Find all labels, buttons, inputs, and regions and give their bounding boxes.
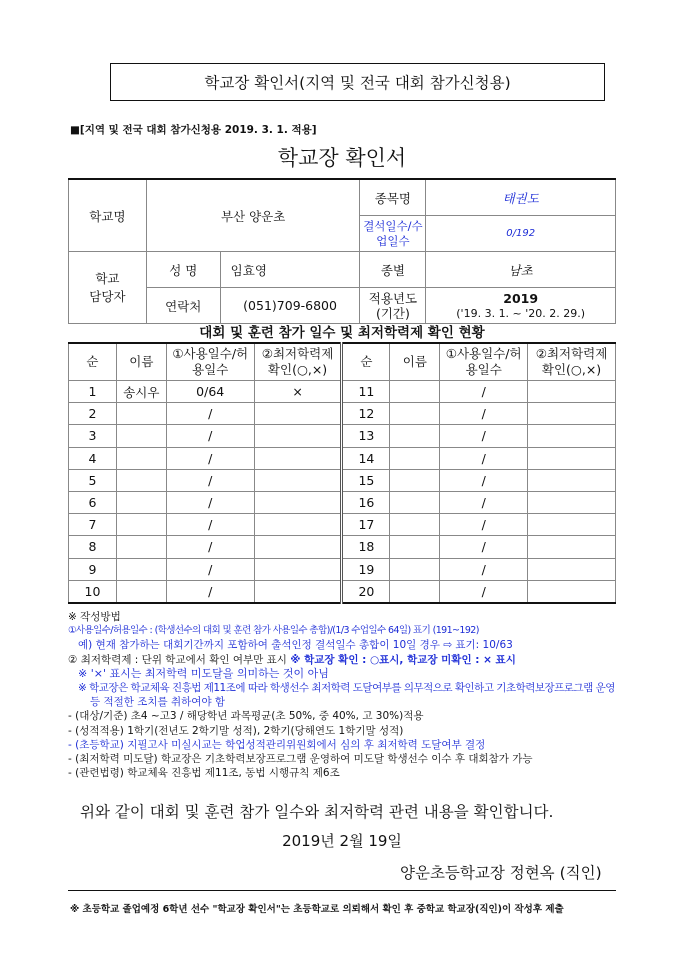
header-check-right: ②최저학력제 확인(○,×) bbox=[528, 343, 616, 381]
header-days-right: ①사용일수/허용일수 bbox=[440, 343, 528, 381]
principal-signature: 양운초등학교장 정현옥 (직인) bbox=[400, 864, 602, 882]
notes-line-3a: ② 최저학력제 : 단위 학교에서 확인 여부만 표시 bbox=[68, 653, 291, 666]
row-name bbox=[116, 403, 166, 425]
row-name bbox=[116, 469, 166, 491]
notes-line-5: ※ 학교장은 학교체육 진흥법 제11조에 따라 학생선수 최저학력 도달여부를 의무적으로 확인하고 기초학력보장프로그램 운영 bbox=[78, 682, 615, 695]
row-no: 6 bbox=[69, 491, 117, 513]
notes-line-2: 예) 현재 참가하는 대회기간까지 포함하여 출석인정 결석일수 총합이 10일 경우 ⇨ 표기: 10/63 bbox=[78, 639, 513, 652]
row-no: 8 bbox=[69, 536, 117, 558]
row-days: / bbox=[166, 403, 254, 425]
row-days: / bbox=[166, 491, 254, 513]
notes-line-11: - (관련법령) 학교체육 진흥법 제11조, 동법 시행규칙 제6조 bbox=[68, 767, 340, 780]
year-period: ('19. 3. 1. ~ '20. 2. 29.) bbox=[456, 306, 586, 320]
instructions bbox=[68, 610, 628, 780]
row-days-right: / bbox=[440, 403, 528, 425]
row-days: / bbox=[166, 558, 254, 580]
table-row bbox=[69, 447, 616, 469]
header-days: ①사용일수/허용일수 bbox=[166, 343, 254, 381]
contact-value: (051)709-6800 bbox=[220, 288, 360, 324]
row-name bbox=[116, 580, 166, 603]
row-no: 4 bbox=[69, 447, 117, 469]
row-check bbox=[254, 580, 342, 603]
row-check bbox=[254, 558, 342, 580]
notes-line-7: - (대상/기준) 초4 ~고3 / 해당학년 과목평균(초 50%, 중 40%, 고 30%)적용 bbox=[68, 710, 424, 723]
row-name-right bbox=[390, 514, 440, 536]
row-no-right: 14 bbox=[342, 447, 390, 469]
row-check-right bbox=[528, 536, 616, 558]
table-header-row bbox=[69, 343, 616, 381]
header-name: 이름 bbox=[116, 343, 166, 381]
participation-table bbox=[68, 342, 616, 604]
category-value: 남초 bbox=[426, 252, 616, 288]
row-name bbox=[116, 425, 166, 447]
applicable-note: ■[지역 및 전국 대회 참가신청용 2019. 3. 1. 적용] bbox=[70, 124, 317, 136]
notes-line-4: ※ '×' 표시는 최저학력 미도달을 의미하는 것이 아님 bbox=[78, 666, 329, 680]
notes-line-9: - (초등학교) 지필고사 미실시교는 학업성적관리위원회에서 심의 후 최저학력 도달여부 결정 bbox=[68, 738, 486, 751]
row-name-right bbox=[390, 580, 440, 603]
row-name-right bbox=[390, 558, 440, 580]
footnote: ※ 초등학교 졸업예정 6학년 선수 "학교장 확인서"는 초등학교로 의뢰해서 확인 후 중학교 학교장(직인)이 작성후 제출 bbox=[70, 904, 564, 915]
row-no: 7 bbox=[69, 514, 117, 536]
row-check bbox=[254, 514, 342, 536]
row-days: / bbox=[166, 580, 254, 603]
confirm-statement: 위와 같이 대회 및 훈련 참가 일수와 최저학력 관련 내용을 확인합니다. bbox=[80, 803, 554, 821]
row-no-right: 18 bbox=[342, 536, 390, 558]
row-name bbox=[116, 491, 166, 513]
row-check bbox=[254, 403, 342, 425]
header-no-right: 순 bbox=[342, 343, 390, 381]
row-name-right bbox=[390, 403, 440, 425]
row-name-right bbox=[390, 491, 440, 513]
row-no-right: 11 bbox=[342, 381, 390, 403]
row-check bbox=[254, 491, 342, 513]
year-value: 2019 bbox=[503, 290, 539, 306]
issue-date: 2019년 2월 19일 bbox=[282, 832, 402, 850]
row-name-right bbox=[390, 469, 440, 491]
table-row bbox=[69, 491, 616, 513]
row-no: 10 bbox=[69, 580, 117, 603]
row-days: / bbox=[166, 536, 254, 558]
row-check-right bbox=[528, 514, 616, 536]
table-row bbox=[69, 580, 616, 603]
row-days-right: / bbox=[440, 491, 528, 513]
row-name-right bbox=[390, 425, 440, 447]
form-title: 학교장 확인서(지역 및 전국 대회 참가신청용) bbox=[204, 74, 511, 92]
name-value: 임효영 bbox=[220, 252, 360, 288]
table-row bbox=[69, 514, 616, 536]
row-no: 1 bbox=[69, 381, 117, 403]
absence-label: 결석일수/수업일수 bbox=[360, 216, 426, 252]
row-no-right: 20 bbox=[342, 580, 390, 603]
row-days-right: / bbox=[440, 558, 528, 580]
absence-value: 0/192 bbox=[426, 216, 616, 252]
row-no: 5 bbox=[69, 469, 117, 491]
table-row bbox=[69, 469, 616, 491]
footer-divider bbox=[68, 890, 616, 891]
row-no: 2 bbox=[69, 403, 117, 425]
row-name: 송시우 bbox=[116, 381, 166, 403]
info-table bbox=[68, 178, 616, 324]
row-check-right bbox=[528, 558, 616, 580]
row-no-right: 17 bbox=[342, 514, 390, 536]
notes-line-8: - (성적적용) 1학기(전년도 2학기말 성적), 2학기(당해연도 1학기말 성적) bbox=[68, 724, 404, 737]
table-row bbox=[69, 558, 616, 580]
row-no: 3 bbox=[69, 425, 117, 447]
row-check-right bbox=[528, 403, 616, 425]
notes-line-10: - (최저학력 미도달) 학교장은 기초학력보장프로그램 운영하여 미도달 학생선수 이수 후 대회참가 가능 bbox=[68, 753, 533, 766]
row-name-right bbox=[390, 381, 440, 403]
header-name-right: 이름 bbox=[390, 343, 440, 381]
section-title: 대회 및 훈련 참가 일수 및 최저학력제 확인 현황 bbox=[199, 325, 485, 341]
row-days-right: / bbox=[440, 447, 528, 469]
staff-label: 학교 담당자 bbox=[69, 252, 147, 324]
row-name bbox=[116, 558, 166, 580]
row-name-right bbox=[390, 536, 440, 558]
year-cell bbox=[426, 288, 616, 324]
row-days-right: / bbox=[440, 580, 528, 603]
row-check bbox=[254, 536, 342, 558]
row-no-right: 16 bbox=[342, 491, 390, 513]
row-days: / bbox=[166, 469, 254, 491]
school-value: 부산 양운초 bbox=[146, 179, 360, 252]
row-check bbox=[254, 425, 342, 447]
form-title-box bbox=[110, 63, 605, 101]
row-days-right: / bbox=[440, 514, 528, 536]
row-check-right bbox=[528, 491, 616, 513]
notes-line-6: 등 적절한 조치를 취하여야 함 bbox=[90, 696, 226, 709]
row-no-right: 19 bbox=[342, 558, 390, 580]
category-label: 종별 bbox=[360, 252, 426, 288]
school-label: 학교명 bbox=[69, 179, 147, 252]
row-name bbox=[116, 514, 166, 536]
row-check-right bbox=[528, 381, 616, 403]
year-label: 적용년도 (기간) bbox=[360, 288, 426, 324]
row-check-right bbox=[528, 580, 616, 603]
contact-label: 연락처 bbox=[146, 288, 220, 324]
event-label: 종목명 bbox=[360, 179, 426, 216]
row-check: × bbox=[254, 381, 342, 403]
table-row bbox=[69, 381, 616, 403]
row-name-right bbox=[390, 447, 440, 469]
header-check: ②최저학력제 확인(○,×) bbox=[254, 343, 342, 381]
table-row bbox=[69, 536, 616, 558]
row-check-right bbox=[528, 447, 616, 469]
row-name bbox=[116, 447, 166, 469]
row-check-right bbox=[528, 425, 616, 447]
row-no-right: 15 bbox=[342, 469, 390, 491]
row-days-right: / bbox=[440, 469, 528, 491]
notes-line-3b: ※ 학교장 확인 : ○표시, 학교장 미확인 : × 표시 bbox=[290, 653, 516, 666]
table-row bbox=[69, 425, 616, 447]
row-days: / bbox=[166, 425, 254, 447]
row-check bbox=[254, 469, 342, 491]
row-days-right: / bbox=[440, 536, 528, 558]
row-days-right: / bbox=[440, 381, 528, 403]
row-no-right: 12 bbox=[342, 403, 390, 425]
row-days: 0/64 bbox=[166, 381, 254, 403]
row-name bbox=[116, 536, 166, 558]
row-no: 9 bbox=[69, 558, 117, 580]
notes-line-1: ①사용일수/허용일수 : (학생선수의 대회 및 훈련 참가 사용일수 총합)/(1/3 수업일수 64일) 표기 (191~192) bbox=[68, 625, 479, 637]
event-value: 태권도 bbox=[426, 179, 616, 216]
table-row bbox=[69, 403, 616, 425]
row-no-right: 13 bbox=[342, 425, 390, 447]
row-check bbox=[254, 447, 342, 469]
header-no: 순 bbox=[69, 343, 117, 381]
name-label: 성 명 bbox=[146, 252, 220, 288]
row-days-right: / bbox=[440, 425, 528, 447]
row-check-right bbox=[528, 469, 616, 491]
page-title: 학교장 확인서 bbox=[277, 146, 407, 170]
notes-line-3 bbox=[68, 653, 628, 667]
row-days: / bbox=[166, 514, 254, 536]
row-days: / bbox=[166, 447, 254, 469]
notes-heading: ※ 작성방법 bbox=[68, 611, 121, 623]
